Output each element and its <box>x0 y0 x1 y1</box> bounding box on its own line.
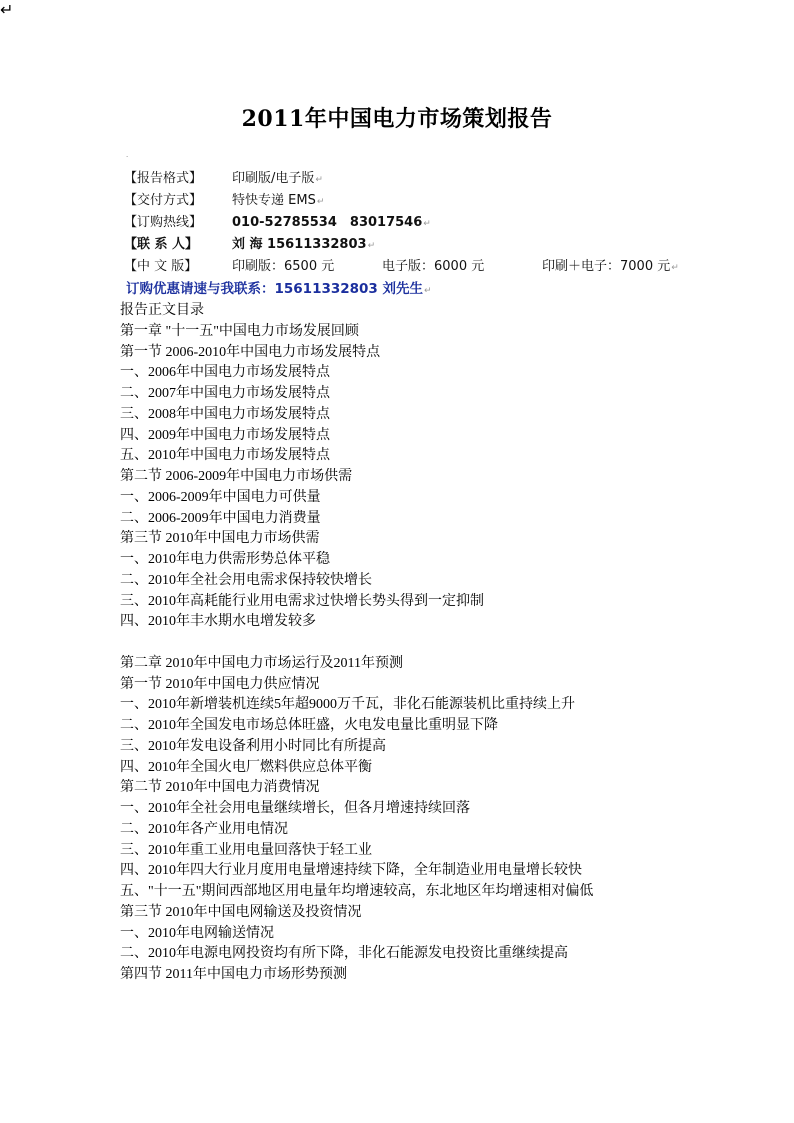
contact-label: 【联 系 人】 <box>124 237 199 252</box>
promo-row <box>124 278 764 300</box>
toc-entry: 五、2010年中国电力市场发展特点 <box>120 448 330 464</box>
toc-entry: 第四节 2011年中国电力市场形势预测 <box>120 967 347 982</box>
delivery-label: 【交付方式】 <box>124 193 203 208</box>
format-label: 【报告格式】 <box>124 171 203 186</box>
toc-entry: 第二节 2006-2009年中国电力市场供需 <box>120 469 353 484</box>
promo-text: 订购优惠请速与我联系：15611332803 刘先生 <box>126 281 424 297</box>
toc-entry: 四、2009年中国电力市场发展特点 <box>120 427 330 443</box>
toc-entry: 二、2010年各产业用电情况 <box>120 821 288 837</box>
toc-entry: 二、2010年全社会用电需求保持较快增长 <box>120 572 372 588</box>
toc-entry: 四、2010年丰水期水电增发较多 <box>120 614 316 630</box>
toc-entry: 三、2010年高耗能行业用电需求过快增长势头得到一定抑制 <box>120 593 484 609</box>
return-mark-icon: ↵ <box>316 197 325 207</box>
toc-entry: 五、"十一五"期间西部地区用电量年均增速较高，东北地区年均增速相对偏低 <box>120 884 594 899</box>
toc-heading: 报告正文目录 <box>120 303 204 318</box>
toc-entry: 四、2010年四大行业月度用电量增速持续下降，全年制造业用电量增长较快 <box>120 863 582 879</box>
toc-entry: 二、2010年电源电网投资均有所下降，非化石能源发电投资比重继续提高 <box>120 946 568 962</box>
toc-entry: 二、2007年中国电力市场发展特点 <box>120 386 330 401</box>
toc-entry: 二、2006-2009年中国电力消费量 <box>120 510 321 526</box>
contact-row <box>124 234 764 256</box>
toc-entry: 第三节 2010年中国电网输送及投资情况 <box>120 904 362 920</box>
report-title: 2011年中国电力市场策划报告 <box>241 106 553 132</box>
format-row <box>124 168 764 190</box>
blank-line <box>120 633 780 654</box>
toc-entry: 第一章 "十一五"中国电力市场发展回顾 <box>120 323 359 339</box>
return-mark-icon: ↵ <box>315 175 323 185</box>
toc-entry: 三、2008年中国电力市场发展特点 <box>120 406 330 422</box>
toc-entry: 第一节 2010年中国电力供应情况 <box>120 676 320 692</box>
delivery-row <box>124 190 764 212</box>
return-mark-icon: ↵ <box>424 286 432 296</box>
return-mark-icon: ↵ <box>671 263 679 273</box>
price-both: 印刷＋电子：7000 元 <box>542 259 671 274</box>
price-print: 印刷版：6500 元 <box>232 259 335 274</box>
return-mark-icon: ↵ <box>367 241 376 251</box>
format-value: 印刷版/电子版 <box>232 171 315 186</box>
toc-entry: 三、2010年重工业用电量回落快于轻工业 <box>120 842 372 858</box>
toc-entry: 第二章 2010年中国电力市场运行及2011年预测 <box>120 655 403 671</box>
toc-entry: 第二节 2010年中国电力消费情况 <box>120 780 320 796</box>
toc-entry: 一、2010年新增装机连续5年超9000万千瓦，非化石能源装机比重持续上升 <box>120 697 575 713</box>
toc-entry: 一、2010年电力供需形势总体平稳 <box>120 552 330 567</box>
order-info <box>124 168 764 300</box>
toc-entry: 三、2010年发电设备利用小时同比有所提高 <box>120 738 386 754</box>
table-of-contents <box>120 301 780 986</box>
toc-entry: 第一节 2006-2010年中国电力市场发展特点 <box>120 344 381 360</box>
toc-entry: 一、2010年电网输送情况 <box>120 925 274 941</box>
toc-entry: 第三节 2010年中国电力市场供需 <box>120 531 320 547</box>
toc-entry: 二、2010年全国发电市场总体旺盛，火电发电量比重明显下降 <box>120 718 498 733</box>
toc-entry: 一、2006年中国电力市场发展特点 <box>120 365 330 381</box>
return-mark-icon: ↵ <box>0 2 14 19</box>
price-digital: 电子版：6000 元 <box>382 259 485 274</box>
delivery-value: 特快专递 EMS <box>232 193 316 208</box>
hotline-value: 010-52785534 83017546 <box>232 215 423 230</box>
return-mark-icon: ↵ <box>423 219 431 229</box>
hotline-row <box>124 212 764 234</box>
toc-entry: 四、2010年全国火电厂燃料供应总体平衡 <box>120 759 372 775</box>
paragraph-mark: . <box>126 150 129 159</box>
toc-entry: 一、2006-2009年中国电力可供量 <box>120 489 321 505</box>
toc-entry: 一、2010年全社会用电量继续增长，但各月增速持续回落 <box>120 801 470 816</box>
hotline-label: 【订购热线】 <box>124 215 203 230</box>
contact-value: 刘 海 15611332803 <box>232 237 367 252</box>
price-row <box>124 256 764 278</box>
edition-label: 【中 文 版】 <box>124 259 198 274</box>
